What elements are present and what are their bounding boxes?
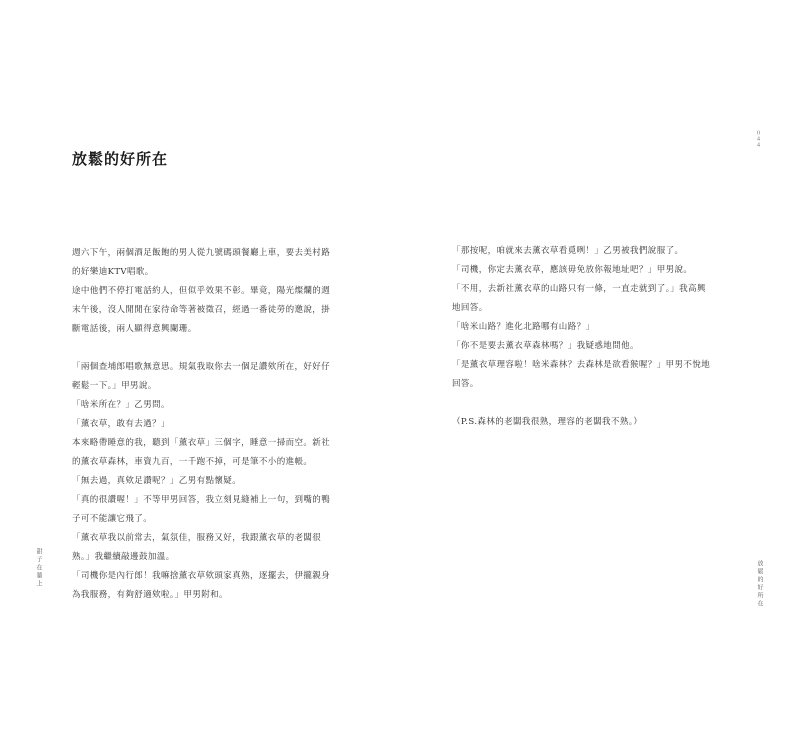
- left-running-head: 甜子在牆上: [35, 548, 42, 588]
- text-line: 子可不能讓它飛了。: [72, 514, 153, 524]
- text-line: 熟。」我繼續敲邊鼓加溫。: [72, 552, 175, 562]
- text-line: 為我服務，有夠舒適欸啦。」甲男附和。: [72, 590, 228, 600]
- text-line: 「司機，你定去薰衣草，應該毋免放你報地址吧？」甲男說。: [452, 265, 693, 275]
- text-line: 「薰衣草，敢有去過？」: [72, 419, 170, 429]
- text-line: 「司機你是內行郎！我嘛捨薰衣草欸頭家真熟，逐擺去，伊攏親身: [72, 571, 331, 581]
- text-line: 回答。: [452, 379, 479, 389]
- text-line: 「啥米山路？進化北路哪有山路？」: [452, 322, 595, 332]
- text-line: 「不用，去新社薰衣草的山路只有一條，一直走就到了。」我高興: [452, 284, 706, 294]
- text-line: 「是薰衣草理容啦！啥米森林？去森林是欲看猴喔？」甲男不悅地: [452, 360, 711, 370]
- right-page-body: [452, 242, 734, 432]
- text-line: 斷電話後，兩人顯得意興闌珊。: [72, 324, 197, 334]
- text-line: （P.S.森林的老闆我很熟，理容的老闆我不熟。）: [452, 417, 643, 427]
- text-line: 的好樂迪KTV唱歌。: [72, 267, 154, 277]
- text-line: 輕鬆一下。」甲男說。: [72, 381, 157, 391]
- page-number: ０４４: [755, 130, 761, 148]
- left-page-body: [72, 244, 354, 605]
- paragraph-gap: [72, 339, 354, 358]
- paragraph-gap: [452, 394, 734, 413]
- text-line: 「薰衣草我以前常去，氣氛佳，服務又好，我跟薰衣草的老闆很: [72, 533, 322, 543]
- right-running-head: 放鬆的好所在: [756, 560, 763, 608]
- text-line: 途中他們不停打電話約人，但似乎效果不彰。畢竟，陽光燦爛的週: [72, 286, 331, 296]
- text-line: 「啥米所在？」乙男問。: [72, 400, 170, 410]
- right-page: [400, 0, 800, 744]
- text-line: 週六下午，兩個酒足飯飽的男人從九號碼頭餐廳上車，要去美村路: [72, 248, 331, 258]
- text-line: 「無去過，真欸足讚呢？」乙男有點懷疑。: [72, 476, 242, 486]
- text-line: 末午後，沒人閒閒在家待命等著被徵召，經過一番徒勞的邀說，掛: [72, 305, 331, 315]
- text-line: 的薰衣草森林，車資九百，一千跑不掉，可是筆不小的進帳。: [72, 457, 313, 467]
- text-line: 「你不是要去薰衣草森林嗎？」我疑惑地問他。: [452, 341, 639, 351]
- text-line: 「兩個查埔郎唱歌無意思。規氣我取你去一個足讚欸所在，好好仔: [72, 362, 331, 372]
- chapter-title: 放鬆的好所在: [72, 150, 169, 168]
- text-line: 「那按呢，咱就來去薰衣草看覓咧！」乙男被我們說服了。: [452, 246, 684, 256]
- text-line: 「真的很讚喔！」不等甲男回答，我立刻見縫補上一句，到嘴的鴨: [72, 495, 331, 505]
- text-line: 地回答。: [452, 303, 488, 313]
- text-line: 本來略帶睡意的我，聽到「薰衣草」三個字，睡意一掃而空。新社: [72, 438, 331, 448]
